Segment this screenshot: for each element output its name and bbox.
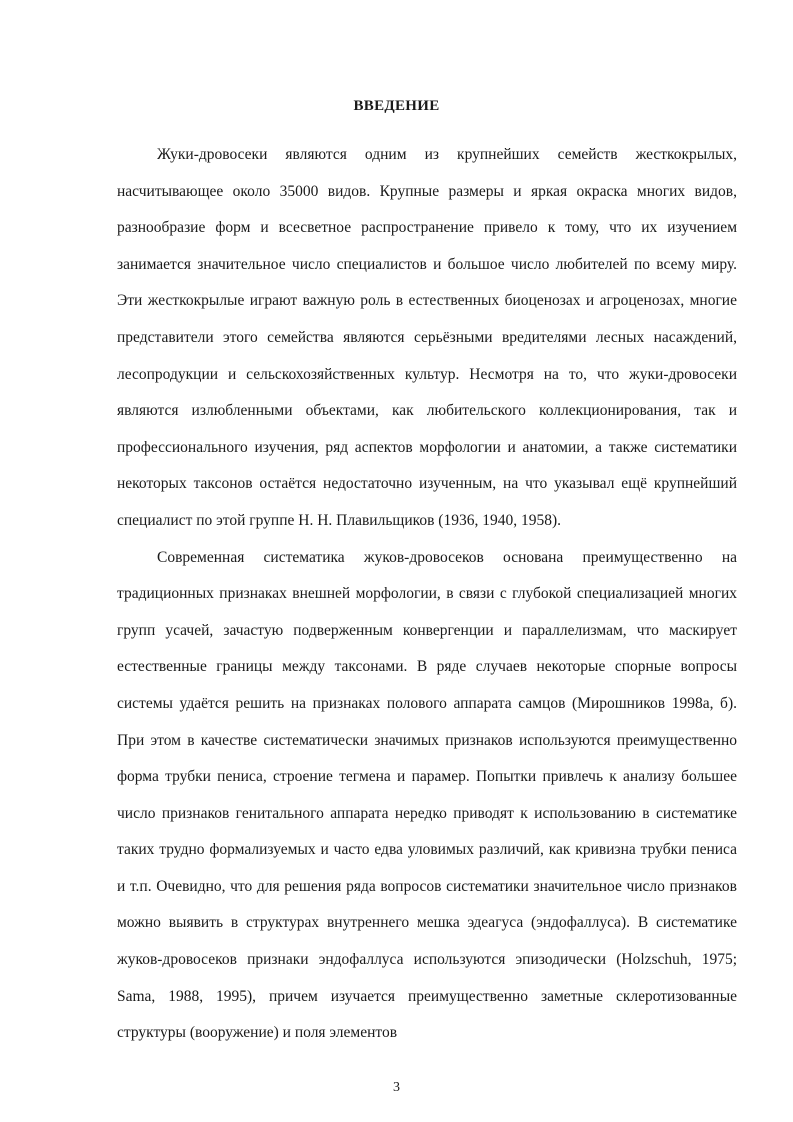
page-title: ВВЕДЕНИЕ bbox=[353, 98, 440, 114]
paragraph-1: Жуки-дровосеки являются одним из крупнейших семейств жесткокрылых, насчитывающее около 35000 видов. Крупные размеры и яркая окраска многих видов, разнообразие форм и всесветное распространение привело к тому, что их изучением занимается значительное число специалистов и большое число любителей по всему миру. Эти жесткокрылые играют важную роль в естественных биоценозах и агроценозах, многие представители этого семейства являются серьёзными вредителями лесных насаждений, лесопродукции и сельскохозяйственных культур. Несмотря на то, что жуки-дровосеки являются излюбленными объектами, как любительского коллекционирования, так и профессионального изучения, ряд аспектов морфологии и анатомии, а также систематики некоторых таксонов остаётся недостаточно изученным, на что указывал ещё крупнейший специалист по этой группе Н. Н. Плавильщиков (1936, 1940, 1958). bbox=[117, 146, 737, 529]
paragraph-2: Современная систематика жуков-дровосеков основана преимущественно на традиционных признаках внешней морфологии, в связи с глубокой специализацией многих групп усачей, зачастую подверженным конвергенции и параллелизмам, что маскирует естественные границы между таксонами. В ряде случаев некоторые спорные вопросы системы удаётся решить на признаках полового аппарата самцов (Мирошников 1998а, б). При этом в качестве систематически значимых признаков используются преимущественно форма трубки пениса, строение тегмена и парамер. Попытки привлечь к анализу большее число признаков генитального аппарата нередко приводят к использованию в систематике таких трудно формализуемых и часто едва уловимых различий, как кривизна трубки пениса и т.п. Очевидно, что для решения ряда вопросов систематики значительное число признаков можно выявить в структурах внутреннего мешка эдеагуса (эндофаллуса). В систематике жуков-дровосеков признаки эндофаллуса используются эпизодически (Holzschuh, 1975; Sama, 1988, 1995), причем изучается преимущественно заметные склеротизованные структуры (вооружение) и поля элементов bbox=[117, 548, 737, 1042]
page-number: 3 bbox=[393, 1080, 400, 1095]
body-text bbox=[117, 137, 737, 1052]
